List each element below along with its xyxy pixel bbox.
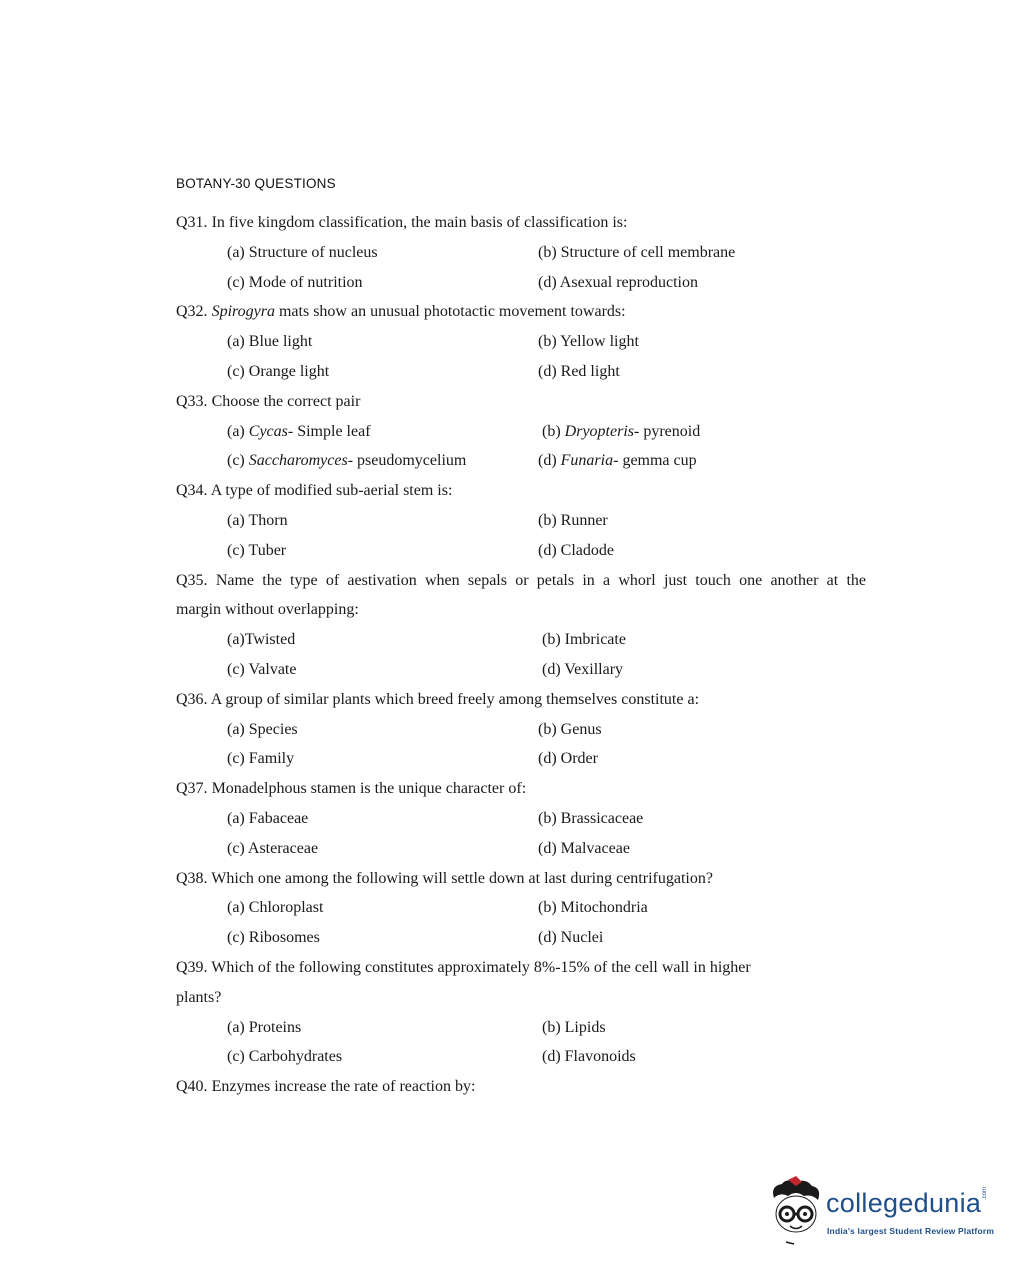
option-b: (b) Lipids: [542, 1018, 606, 1036]
question-text: Q32. Spirogyra mats show an unusual phototactic movement towards:: [176, 303, 626, 321]
option-b: (b) Genus: [538, 720, 602, 738]
page-heading: BOTANY-30 QUESTIONS: [176, 176, 336, 191]
question-text-continued: margin without overlapping:: [176, 601, 359, 619]
option-a: (a) Cycas- Simple leaf: [227, 422, 371, 440]
option-d: (d) Nuclei: [538, 929, 604, 947]
option-d: (d) Malvaceae: [538, 839, 630, 857]
question-37: [176, 774, 866, 863]
question-text: Q31. In five kingdom classification, the main basis of classification is:: [176, 214, 628, 231]
question-33: [176, 387, 866, 476]
option-d: (d) Funaria- gemma cup: [538, 452, 697, 470]
options: [176, 715, 866, 775]
option-c: (c) Valvate: [227, 660, 297, 678]
question-36: [176, 685, 866, 774]
option-b: (b) Structure of cell membrane: [538, 243, 736, 261]
question-text: Q40. Enzymes increase the rate of reaction by:: [176, 1078, 476, 1096]
options: [176, 804, 866, 864]
question-text: Q34. A type of modified sub-aerial stem is:: [176, 482, 453, 500]
option-b: (b) Brassicaceae: [538, 809, 644, 827]
option-c: (c) Tuber: [227, 541, 287, 559]
option-a: (a) Blue light: [227, 333, 313, 351]
option-a: (a) Structure of nucleus: [227, 243, 378, 261]
question-text: Q36. A group of similar plants which breed freely among themselves constitute a:: [176, 690, 700, 708]
option-b: (b) Mitochondria: [538, 899, 648, 917]
options: [176, 625, 866, 685]
question-39: [176, 953, 866, 1072]
option-a: (a) Species: [227, 720, 298, 738]
question-text-continued: plants?: [176, 988, 222, 1006]
question-text: Q39. Which of the following constitutes approximately 8%-15% of the cell wall in higher: [176, 958, 751, 976]
logo-tagline: India's largest Student Review Platform: [827, 1226, 995, 1236]
option-b: (b) Runner: [538, 511, 608, 529]
option-a: (a) Fabaceae: [227, 809, 309, 827]
logo-wordmark: collegedunia: [826, 1188, 982, 1218]
question-38: [176, 864, 866, 953]
option-d: (d) Flavonoids: [542, 1048, 636, 1066]
option-c: (c) Orange light: [227, 362, 330, 380]
options: [176, 238, 866, 298]
question-40: [176, 1072, 866, 1102]
option-c: (c) Carbohydrates: [227, 1048, 343, 1066]
option-c: (c) Asteraceae: [227, 839, 319, 857]
question-text: Q37. Monadelphous stamen is the unique character of:: [176, 780, 527, 798]
question-34: [176, 476, 866, 565]
option-d: (d) Vexillary: [542, 660, 624, 678]
option-b: (b) Yellow light: [538, 333, 639, 351]
question-32: [176, 297, 866, 386]
option-d: (d) Red light: [538, 362, 620, 380]
question-text: Q35. Name the type of aestivation when sepals or petals in a whorl just touch one another at the: [176, 571, 866, 589]
option-d: (d) Asexual reproduction: [538, 273, 698, 291]
option-a: (a) Thorn: [227, 511, 288, 529]
option-a: (a) Proteins: [227, 1018, 302, 1036]
options: [176, 327, 866, 387]
question-35: [176, 566, 866, 685]
option-b: (b) Imbricate: [542, 631, 626, 649]
option-b: (b) Dryopteris- pyrenoid: [542, 422, 701, 440]
option-a: (a)Twisted: [227, 631, 296, 649]
logo-suffix: .com: [982, 1186, 988, 1200]
option-c: (c) Saccharomyces- pseudomycelium: [227, 452, 467, 470]
options: [176, 893, 866, 953]
options: [176, 1013, 866, 1073]
option-c: (c) Ribosomes: [227, 929, 320, 947]
options: [176, 417, 866, 477]
question-text: Q38. Which one among the following will settle down at last during centrifugation?: [176, 869, 713, 887]
options: [176, 506, 866, 566]
option-c: (c) Family: [227, 750, 295, 768]
question-31: [176, 208, 866, 297]
option-c: (c) Mode of nutrition: [227, 273, 363, 291]
option-d: (d) Cladode: [538, 541, 614, 559]
option-a: (a) Chloroplast: [227, 899, 324, 917]
question-list: [176, 208, 866, 1102]
question-text: Q33. Choose the correct pair: [176, 392, 361, 410]
option-d: (d) Order: [538, 750, 598, 768]
